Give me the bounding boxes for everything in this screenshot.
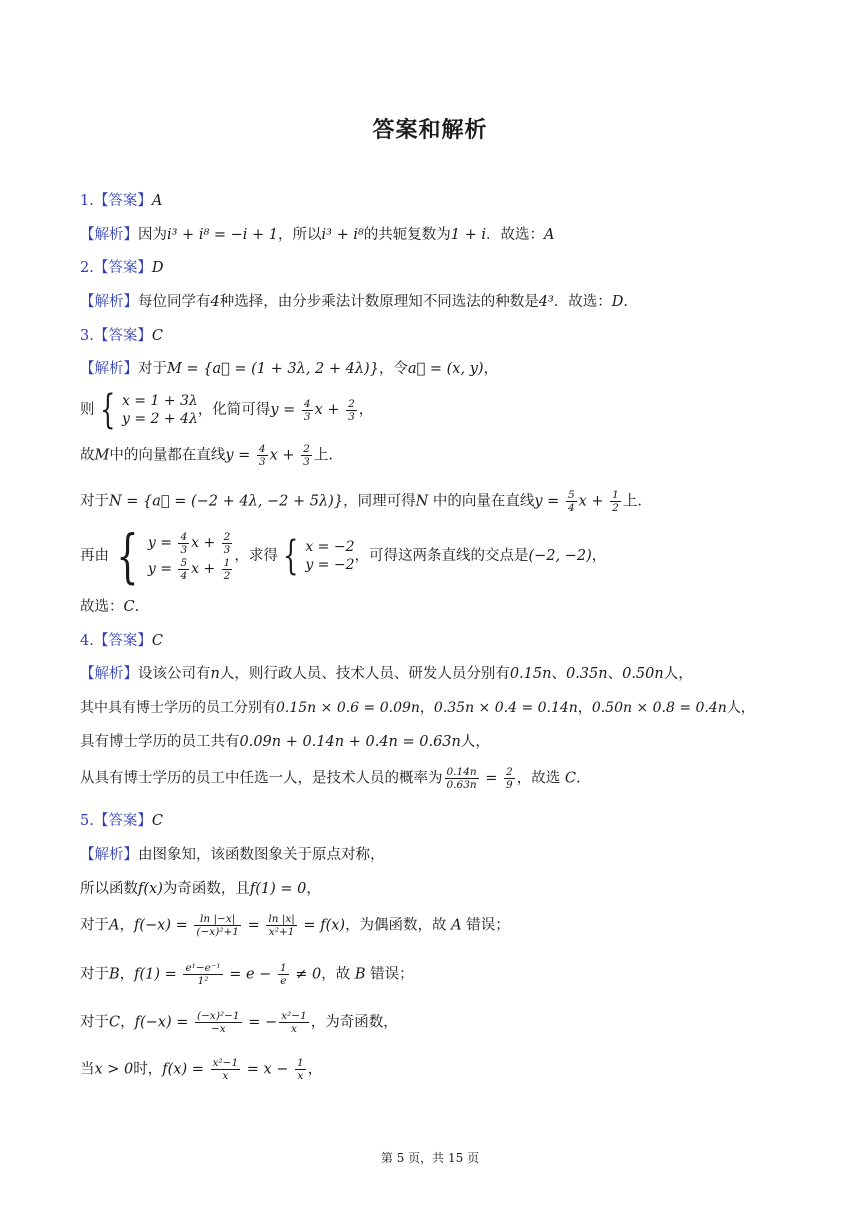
q5-line-6: 当x > 0时，f(x) = $\frac{\text{x²−1}}{x}$ = x − $\frac{1}{x}$ ，	[80, 1057, 323, 1082]
q5-line-5: 对于C，f(−x) = $\frac{\text{(−x)²−1}}{-x}$ = − $\frac{\text{x²−1}}{x}$ ，为奇函数，	[80, 1010, 398, 1035]
q5-line-1: 【解析】由图象知，该函数图象关于原点对称，	[80, 847, 385, 863]
q3-line-3: 故M中的向量都在直线y = $\frac{4}{3}$ x + $\frac{2}{3}$ 上.	[80, 443, 333, 468]
q5-line-2: 所以函数f(x)为奇函数，且f(1) = 0，	[80, 881, 321, 897]
q3-answer: 3.【答案】C	[80, 328, 163, 344]
q4-answer: 4.【答案】C	[80, 633, 163, 649]
q5-line-4: 对于B，f(1) = $\frac{\text{e¹−e⁻¹}}{\text{1²}}$ = e − $\frac{1}{e}$ ≠ 0，故 B 错误；	[80, 962, 414, 987]
q5-answer: 5.【答案】C	[80, 813, 163, 829]
q2-analysis: 【解析】每位同学有4种选择，由分步乘法计数原理知不同选法的种数是4³．故选：D.	[80, 294, 629, 310]
q4-line-2: 其中具有博士学历的员工分别有0.15n × 0.6 = 0.09n，0.35n × 0.4 = 0.14n，0.50n × 0.8 = 0.4n人，	[80, 700, 755, 716]
q4-line-4: 从具有博士学历的员工中任选一人，是技术人员的概率为 $\frac{0.14n}{0.63n}$ = $\frac{2}{9}$ ，故选 C.	[80, 766, 581, 791]
q3-line-5: 再由 { y = $\frac{4}{3}$ x + $\frac{2}{3}$ y = $\frac{5}{4}$ x + $\frac{1}{2}$ ，求得 { x = −2 y = −2 ，可得这两条直线的交点是(−2, −2)，	[80, 522, 607, 590]
q4-line-3: 具有博士学历的员工共有0.09n + 0.14n + 0.4n = 0.63n人，	[80, 734, 490, 750]
q1-answer: 1.【答案】A	[80, 193, 163, 209]
q3-line-6: 故选：C.	[80, 599, 140, 615]
q4-line-1: 【解析】设该公司有n人，则行政人员、技术人员、研发人员分别有0.15n、0.35n、0.50n人，	[80, 666, 693, 682]
q3-line-4: 对于N = {a⃗ = (−2 + 4λ, −2 + 5λ)}，同理可得N 中的向量在直线y = $\frac{5}{4}$ x + $\frac{1}{2}$ 上.	[80, 489, 642, 514]
page-footer: 第 5 页，共 15 页	[380, 1151, 480, 1165]
q3-line-1: 【解析】对于M = {a⃗ = (1 + 3λ, 2 + 4λ)}，令a⃗ = (x, y)，	[80, 361, 499, 377]
q5-line-3: 对于A，f(−x) = $\frac{\ln |-x|}{\text{(−x)²+1}}$ = $\frac{\ln |x|}{\text{x²+1}}$ = f(x)，为偶函数，故 A 错误；	[80, 913, 510, 938]
page-title: 答案和解析	[372, 118, 488, 143]
q1-analysis: 【解析】因为i³ + i⁸ = −i + 1，所以i³ + i⁸的共轭复数为1 + i．故选：A	[80, 227, 555, 243]
q2-answer: 2.【答案】D	[80, 260, 164, 276]
q3-line-2: 则 { x = 1 + 3λ y = 2 + 4λ ，化简可得y = $\frac{4}{3}$ x + $\frac{2}{3}$ ，	[80, 387, 374, 433]
